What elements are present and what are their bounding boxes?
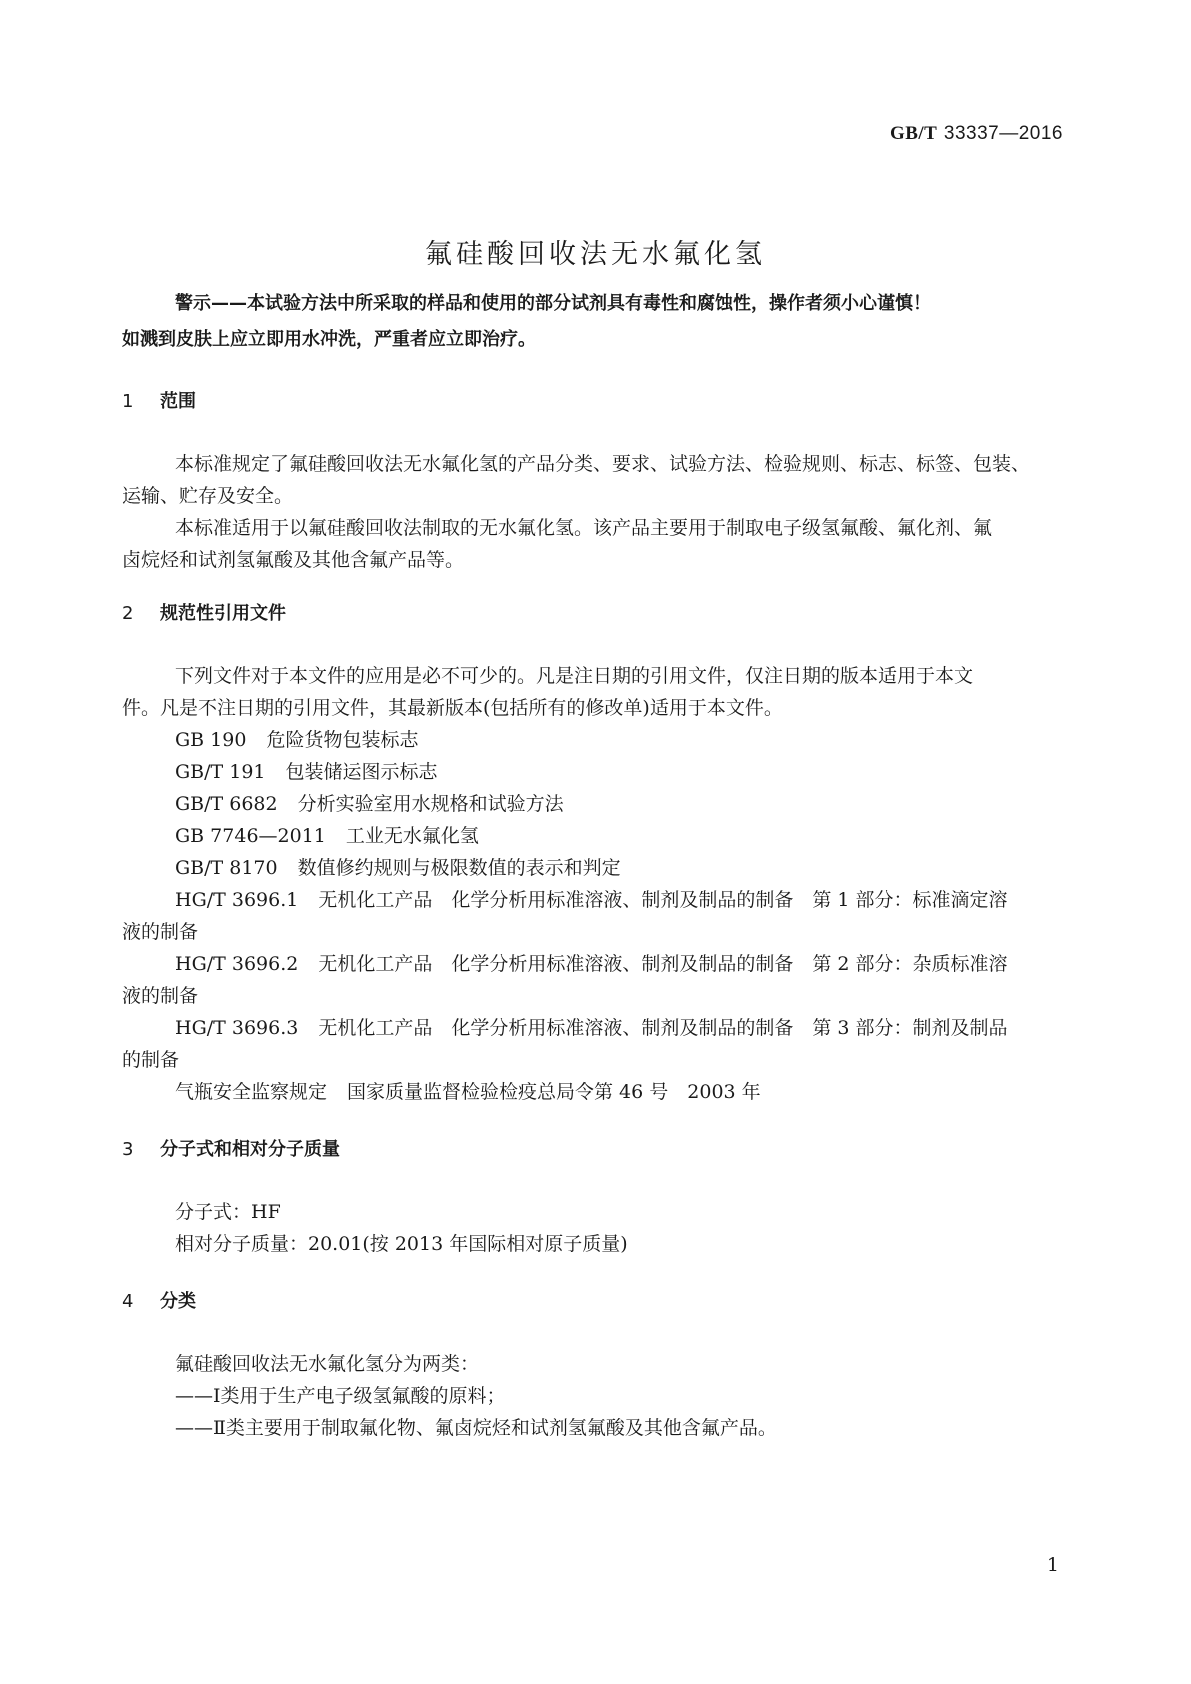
section-2-heading [122, 602, 1062, 626]
ref-item-continuation: 液的制备 [122, 985, 199, 1007]
ref-code: HG/T 3696.2 [175, 953, 299, 975]
standard-code: 33337—2016 [943, 123, 1063, 144]
page-number: 1 [1046, 1554, 1059, 1576]
ref-code: GB/T 6682 [175, 793, 278, 815]
ref-title: 无机化工产品 化学分析用标准溶液、制剂及制品的制备 第 2 部分：杂质标准溶 [318, 953, 1008, 975]
ref-title: 数值修约规则与极限数值的表示和判定 [297, 857, 621, 879]
ref-item [175, 792, 1115, 816]
classification-item-1: ——Ⅰ类用于生产电子级氢氟酸的原料； [175, 1385, 506, 1407]
ref-item [175, 856, 1115, 880]
molecular-formula: 分子式：HF [175, 1201, 281, 1223]
ref-item [175, 760, 1115, 784]
ref-title: 工业无水氟化氢 [345, 825, 479, 847]
refs-intro-line2: 件。凡是不注日期的引用文件，其最新版本(包括所有的修改单)适用于本文件。 [122, 697, 783, 719]
section-title: 分子式和相对分子质量 [160, 1139, 340, 1160]
section-number: 4 [122, 1291, 134, 1312]
scope-p2-line1: 本标准适用于以氟硅酸回收法制取的无水氟化氢。该产品主要用于制取电子级氢氟酸、氟化剂、氟 [175, 517, 993, 539]
refs-intro-line1: 下列文件对于本文件的应用是必不可少的。凡是注日期的引用文件，仅注日期的版本适用于本文 [175, 665, 974, 687]
section-number: 2 [122, 603, 134, 624]
section-4-heading [122, 1290, 1062, 1314]
warning-line-1: 警示——本试验方法中所采取的样品和使用的部分试剂具有毒性和腐蚀性，操作者须小心谨慎！ [175, 293, 931, 314]
standard-number [890, 122, 1063, 145]
section-number: 3 [122, 1139, 134, 1160]
section-3-heading [122, 1138, 1062, 1162]
ref-item [175, 728, 1115, 752]
scope-p1-line1: 本标准规定了氟硅酸回收法无水氟化氢的产品分类、要求、试验方法、检验规则、标志、标签、包装、 [175, 453, 1031, 475]
classification-intro: 氟硅酸回收法无水氟化氢分为两类： [175, 1353, 480, 1375]
ref-code: HG/T 3696.3 [175, 1017, 299, 1039]
ref-code: GB 190 [175, 729, 247, 751]
section-title: 范围 [160, 391, 196, 412]
section-number: 1 [122, 391, 134, 412]
ref-title: 分析实验室用水规格和试验方法 [297, 793, 564, 815]
ref-item-continuation: 的制备 [122, 1049, 180, 1071]
scope-p2-line2: 卤烷烃和试剂氢氟酸及其他含氟产品等。 [122, 549, 465, 571]
document-title: 氟硅酸回收法无水氟化氢 [425, 239, 766, 270]
ref-code: GB 7746—2011 [175, 825, 326, 847]
ref-code: GB/T 8170 [175, 857, 278, 879]
ref-code: HG/T 3696.1 [175, 889, 299, 911]
ref-title: 包装储运图示标志 [285, 761, 438, 783]
warning-line-2: 如溅到皮肤上应立即用水冲洗，严重者应立即治疗。 [122, 329, 536, 350]
ref-item [175, 888, 1115, 912]
section-title: 规范性引用文件 [160, 603, 286, 624]
section-title: 分类 [160, 1291, 196, 1312]
ref-title: 无机化工产品 化学分析用标准溶液、制剂及制品的制备 第 3 部分：制剂及制品 [318, 1017, 1008, 1039]
section-1-heading [122, 390, 1062, 414]
scope-p1-line2: 运输、贮存及安全。 [122, 485, 294, 507]
classification-item-2: ——Ⅱ类主要用于制取氟化物、氟卤烷烃和试剂氢氟酸及其他含氟产品。 [175, 1417, 777, 1439]
ref-code: 气瓶安全监察规定 [175, 1081, 328, 1103]
ref-code: GB/T 191 [175, 761, 266, 783]
ref-title: 危险货物包装标志 [266, 729, 419, 751]
standard-prefix: GB/T [889, 123, 938, 144]
ref-item [175, 952, 1115, 976]
ref-title: 无机化工产品 化学分析用标准溶液、制剂及制品的制备 第 1 部分：标准滴定溶 [318, 889, 1008, 911]
ref-item-continuation: 液的制备 [122, 921, 199, 943]
ref-title: 国家质量监督检验检疫总局令第 46 号 2003 年 [347, 1081, 761, 1103]
ref-item [175, 1080, 1115, 1104]
ref-item [175, 824, 1115, 848]
ref-item [175, 1016, 1115, 1040]
relative-molecular-mass: 相对分子质量：20.01(按 2013 年国际相对原子质量) [175, 1233, 628, 1255]
